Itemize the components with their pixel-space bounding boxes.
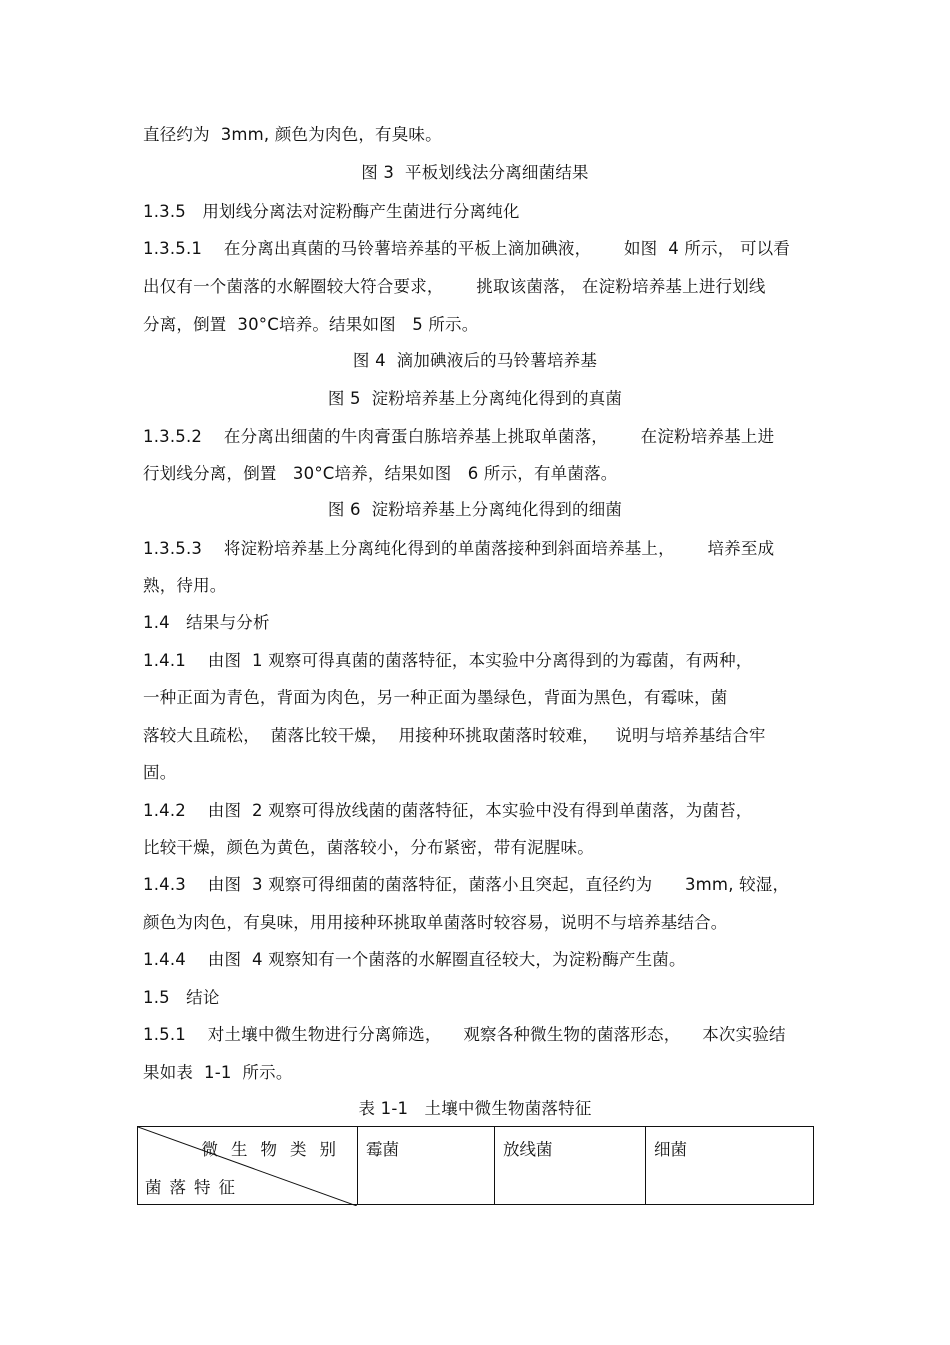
column-header [646,1127,814,1205]
figure-caption: 图 4 滴加碘液后的马铃薯培养基 [352,351,598,370]
text-line: 比较干燥，颜色为黄色，菌落较小，分布紧密，带有泥腥味。 [143,838,594,857]
text-line: 1.4.3 由图 3 观察可得细菌的菌落特征，菌落小且突起，直径约为 3mm, 较湿， [143,875,790,894]
text-line: 固。 [143,763,177,782]
colony-table [137,1126,814,1205]
text-line: 熟，待用。 [143,576,227,595]
diagonal-header-cell [138,1127,358,1205]
text-line: 1.4.4 由图 4 观察知有一个菌落的水解圈直径较大，为淀粉酶产生菌。 [143,950,686,969]
column-header-label: 细菌 [654,1140,687,1159]
header-bottom-label: 菌落特征 [145,1178,243,1197]
column-header-label: 放线菌 [503,1140,553,1159]
text-line: 直径约为 3mm, 颜色为肉色，有臭味。 [143,125,442,144]
text-line: 1.3.5.2 在分离出细菌的牛肉膏蛋白胨培养基上挑取单菌落， 在淀粉培养基上进 [143,427,775,446]
text-line: 分离，倒置 30°C培养。结果如图 5 所示。 [143,315,479,334]
text-line: 1.4.2 由图 2 观察可得放线菌的菌落特征，本实验中没有得到单菌落，为菌苔， [143,801,753,820]
section-heading: 1.5 结论 [143,988,220,1007]
text-line: 1.3.5.1 在分离出真菌的马铃薯培养基的平板上滴加碘液， 如图 4 所示， 可以看 [143,239,791,258]
text-line: 1.5.1 对土壤中微生物进行分离筛选， 观察各种微生物的菌落形态， 本次实验结 [143,1025,786,1044]
figure-caption: 图 3 平板划线法分离细菌结果 [361,163,589,182]
text-line: 行划线分离，倒置 30°C培养，结果如图 6 所示，有单菌落。 [143,464,618,483]
figure-caption: 图 6 淀粉培养基上分离纯化得到的细菌 [327,500,623,519]
text-line: 出仅有一个菌落的水解圈较大符合要求， 挑取该菌落， 在淀粉培养基上进行划线 [143,277,766,296]
table-caption: 表 1-1 土壤中微生物菌落特征 [358,1099,592,1118]
text-line: 1.4.1 由图 1 观察可得真菌的菌落特征，本实验中分离得到的为霉菌，有两种， [143,651,753,670]
column-header-label: 霉菌 [366,1140,399,1159]
text-line: 果如表 1-1 所示。 [143,1063,293,1082]
column-header [495,1127,646,1205]
text-line: 落较大且疏松， 菌落比较干燥， 用接种环挑取菌落时较难， 说明与培养基结合牢 [143,726,766,745]
text-line: 颜色为肉色，有臭味，用用接种环挑取单菌落时较容易，说明不与培养基结合。 [143,913,728,932]
figure-caption: 图 5 淀粉培养基上分离纯化得到的真菌 [327,389,623,408]
section-heading: 1.4 结果与分析 [143,613,270,632]
section-heading: 1.3.5 用划线分离法对淀粉酶产生菌进行分离纯化 [143,202,520,221]
column-header [358,1127,495,1205]
header-top-label: 微生物类别 [201,1140,349,1159]
text-line: 1.3.5.3 将淀粉培养基上分离纯化得到的单菌落接种到斜面培养基上， 培养至成 [143,539,775,558]
text-line: 一种正面为青色，背面为肉色，另一种正面为墨绿色，背面为黑色，有霉味，菌 [143,688,728,707]
